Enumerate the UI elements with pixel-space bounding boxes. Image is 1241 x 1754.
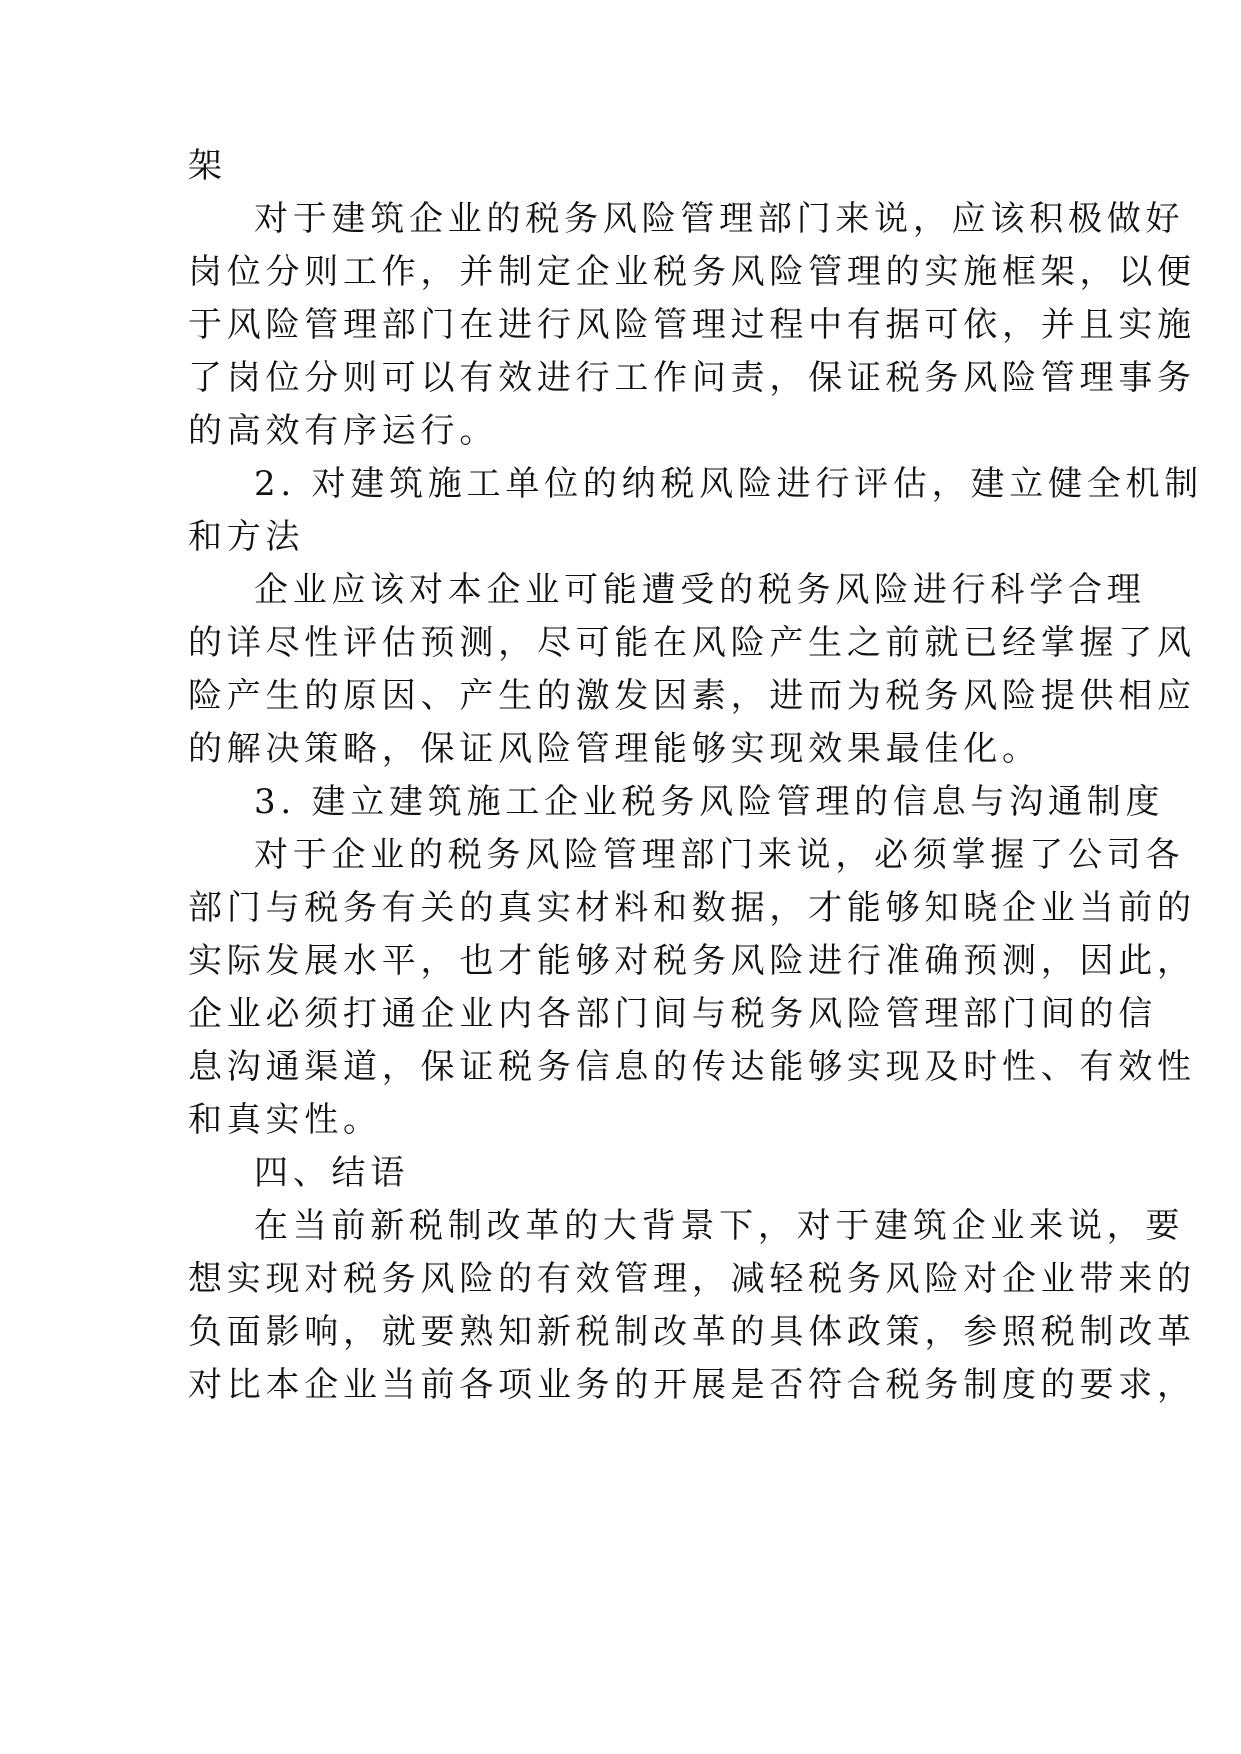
section-heading: 3. 建立建筑施工企业税务风险管理的信息与沟通制度 [254, 782, 1165, 822]
paragraph-start: 在当前新税制改革的大背景下，对于建筑企业来说，要 [254, 1206, 1185, 1246]
text-line: 部门与税务有关的真实材料和数据，才能够知晓企业当前的 [188, 888, 1196, 928]
text-line: 于风险管理部门在进行风险管理过程中有据可依，并且实施 [188, 305, 1196, 345]
text-line: 对比本企业当前各项业务的开展是否符合税务制度的要求， [188, 1365, 1196, 1405]
text-line: 的高效有序运行。 [188, 411, 499, 451]
text-line: 想实现对税务风险的有效管理，减轻税务风险对企业带来的 [188, 1259, 1196, 1299]
text-line: 企业必须打通企业内各部门间与税务风险管理部门间的信 [188, 994, 1157, 1034]
text-line: 架 [188, 146, 227, 186]
text-line: 和真实性。 [188, 1100, 382, 1140]
text-line: 的解决策略，保证风险管理能够实现效果最佳化。 [188, 729, 1041, 769]
text-line: 实际发展水平，也才能够对税务风险进行准确预测，因此， [188, 941, 1196, 981]
text-line: 险产生的原因、产生的激发因素，进而为税务风险提供相应 [188, 676, 1196, 716]
section-heading: 2. 对建筑施工单位的纳税风险进行评估，建立健全机制 [254, 464, 1204, 504]
section-heading-continued: 和方法 [188, 517, 305, 557]
paragraph-start: 对于企业的税务风险管理部门来说，必须掌握了公司各 [254, 835, 1185, 875]
text-line: 岗位分则工作，并制定企业税务风险管理的实施框架，以便 [188, 252, 1196, 292]
text-line: 的详尽性评估预测，尽可能在风险产生之前就已经掌握了风 [188, 623, 1196, 663]
text-line: 负面影响，就要熟知新税制改革的具体政策，参照税制改革 [188, 1312, 1196, 1352]
text-line: 息沟通渠道，保证税务信息的传达能够实现及时性、有效性 [188, 1047, 1196, 1087]
paragraph-start: 对于建筑企业的税务风险管理部门来说，应该积极做好 [254, 199, 1185, 239]
text-line: 了岗位分则可以有效进行工作问责，保证税务风险管理事务 [188, 358, 1196, 398]
section-heading: 四、结语 [254, 1153, 410, 1193]
paragraph-start: 企业应该对本企业可能遭受的税务风险进行科学合理 [254, 570, 1146, 610]
